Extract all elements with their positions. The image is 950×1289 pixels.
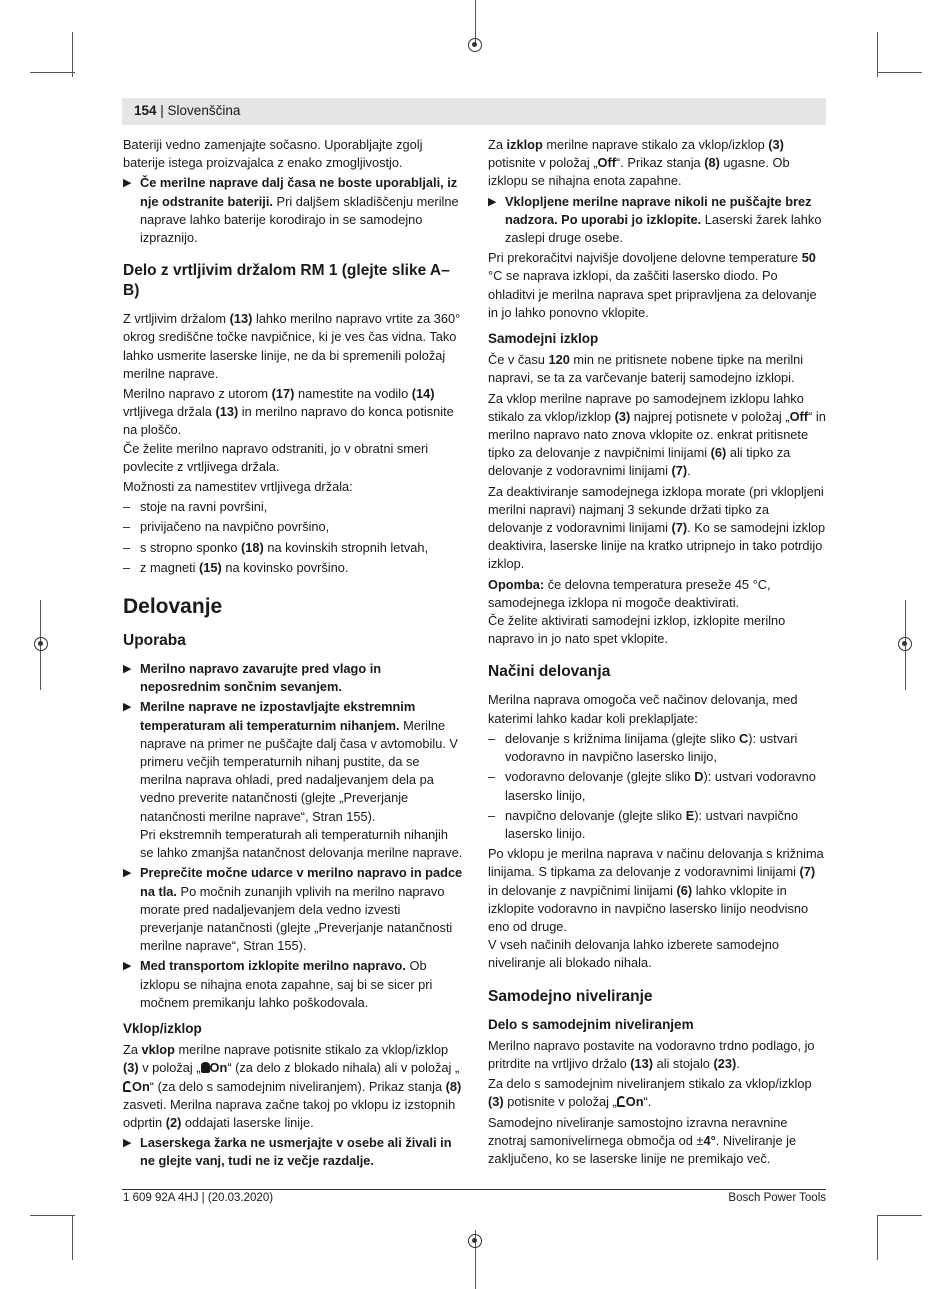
section-heading: Načini delovanja — [488, 663, 611, 681]
crop-mark — [877, 1215, 922, 1216]
warning-item: ▶ Preprečite močne udarce v merilno napravo in padce na tla. Po močnih zunanjih vplivih na merilno napravo morate pred nadaljevanjem dela vedno izvesti preverjanje natančnosti (glejte „Preverjanje natančnosti merilne naprave“, Stran 155). — [123, 865, 463, 954]
warning-item — [123, 174, 463, 247]
list-item: – vodoravno delovanje (glejte sliko D): ustvari vodoravno lasersko linijo, — [488, 769, 816, 803]
list-item: – navpično delovanje (glejte sliko E): ustvari navpično lasersko linijo. — [488, 807, 799, 841]
triangle-right-icon: ▶ — [123, 177, 132, 190]
pendulum-unlock-icon — [123, 1081, 132, 1092]
right-column — [488, 136, 826, 1170]
paragraph: Če v času 120 min ne pritisnete nobene tipke na merilni napravi, se ta za varčevanje baterij samodejno izklopi. — [488, 352, 804, 386]
paragraph: Za izklop merilne naprave stikalo za vklop/izklop (3) potisnite v položaj „Off“. Prikaz stanja (8) ugasne. Ob izklopu se nihajna enota zapahne. — [488, 137, 790, 189]
warning-item: ▶ Merilne naprave ne izpostavljajte ekstremnim temperaturam ali temperaturnim nihanjem. Merilne naprave na primer ne puščajte dalj časa v avtomobilu. V primeru večjih temperaturnih nihanj pustite, da se merilna naprava ohladi, pred nadaljevanjem dela pa vedno preverite natančnosti (glejte „Preverjanje natančnosti merilne naprave“, Stran 155). Pri ekstremnih temperaturah ali temperaturnih nihanjih se lahko zmanjša natančnost delovanja merilne naprave. — [123, 699, 463, 861]
subsection-heading: Vklop/izklop — [123, 1020, 202, 1036]
section-heading: Samodejno niveliranje — [488, 987, 653, 1005]
paragraph: Merilna naprava omogoča več načinov delovanja, med katerimi lahko kadar koli preklapljate: — [488, 692, 798, 726]
paragraph: Za vklop merilne naprave po samodejnem izklopu lahko stikalo za vklop/izklop (3) najprej potisnete v položaj „Off“ in merilno napravo nato znova vklopite oz. enkrat pritisnete tipko za delovanje z navpičnimi linijami (6) ali tipko za delovanje z vodoravnimi linijami (7). — [488, 390, 826, 479]
paragraph: Merilno napravo z utorom (17) namestite na vodilo (14) vrtljivega držala (13) in merilno napravo do konca potisnite na ploščo. Če želite merilno napravo odstraniti, jo v obratni smeri povlecite z vrtljivega držala. — [123, 386, 454, 474]
paragraph: Merilno napravo postavite na vodoravno trdno podlago, jo pritrdite na vrtljivo držalo (13) ali stojalo (23). — [488, 1037, 815, 1071]
page-number: 154 — [134, 103, 157, 118]
pendulum-lock-icon — [201, 1062, 210, 1073]
paragraph: Bateriji vedno zamenjajte sočasno. Uporabljajte zgolj baterije istega proizvajalca z enako zmogljivostjo. — [123, 137, 423, 171]
paragraph: Za vklop merilne naprave potisnite stikalo za vklop/izklop (3) v položaj „ On“ (za delo z blokado nihala) ali v položaj „On“ (za delo s samodejnim niveliranjem). Prikaz stanja (8) zasveti. Merilna naprava začne takoj po vklopu iz izstopnih odprtin (2) oddajati laserske linije. — [123, 1042, 462, 1130]
crop-mark — [877, 1215, 878, 1260]
triangle-right-icon: ▶ — [123, 701, 132, 714]
footer-rule — [122, 1189, 826, 1190]
triangle-right-icon: ▶ — [123, 867, 132, 880]
crop-mark — [30, 1215, 75, 1216]
chapter-heading: Delovanje — [123, 595, 223, 619]
crop-mark — [72, 1215, 73, 1260]
registration-mark-icon — [468, 1234, 482, 1248]
subsection-heading: Delo s samodejnim niveliranjem — [488, 1016, 694, 1032]
registration-mark-icon — [898, 637, 912, 651]
triangle-right-icon: ▶ — [123, 1137, 132, 1150]
section-heading: Delo z vrtljivim držalom RM 1 (glejte slike A–B) — [123, 262, 450, 300]
warning-item: ▶ Med transportom izklopite merilno napravo. Ob izklopu se nihajna enota zapahne, saj bi se sicer pri močnem premikanju lahko poškodovala. — [123, 958, 433, 1010]
crop-mark — [877, 72, 922, 73]
footer-doc-number: 1 609 92A 4HJ | (20.03.2020) — [123, 1192, 274, 1204]
registration-mark-icon — [34, 637, 48, 651]
paragraph: Za deaktiviranje samodejnega izklopa morate (pri vklopljeni merilni napravi) najmanj 3 sekunde držati tipko za delovanje z vodoravnimi linijami (7). Ko se samodejni izklop deaktivira, laserske linije na kratko utripnejo in tako potrdijo izklop. — [488, 483, 826, 572]
crop-mark — [877, 32, 878, 77]
registration-mark-icon — [468, 38, 482, 52]
paragraph: Z vrtljivim držalom (13) lahko merilno napravo vrtite za 360° okrog središčne točke navpičnice, ki je ves čas vidna. Tako lahko usmerite laserske linije, ne da bi spremenili položaj merilne naprave. — [123, 311, 461, 381]
list-item: – s stropno sponko (18) na kovinskih stropnih letvah, — [123, 539, 429, 555]
list-item: – delovanje s križnima linijama (glejte sliko C): ustvari vodoravno in navpično lasersko linijo, — [488, 730, 798, 765]
warning-item: ▶ Laserskega žarka ne usmerjajte v osebe ali živali in ne glejte vanj, tudi ne iz večje razdalje. — [123, 1135, 452, 1169]
paragraph: Za delo s samodejnim niveliranjem stikalo za vklop/izklop (3) potisnite v položaj „ On“. — [488, 1076, 812, 1110]
paragraph: Pri prekoračitvi najvišje dovoljene delovne temperature 50 °C se naprava izklopi, da zaščiti lasersko diodo. Po ohladitvi je merilna naprava spet pripravljena za delovanje in jo lahko ponovno vklopite. — [488, 250, 817, 320]
triangle-right-icon: ▶ — [123, 663, 132, 676]
section-heading: Uporaba — [123, 632, 186, 650]
warning-item: ▶ Merilno napravo zavarujte pred vlago in neposrednim sončnim sevanjem. — [123, 661, 382, 695]
footer-brand: Bosch Power Tools — [728, 1192, 826, 1204]
paragraph: Samodejno niveliranje samostojno izravna neravnine znotraj samonivelirnega območja od ±4°. Niveliranje je zaključeno, ko se laserske linije ne premikajo več. — [488, 1114, 797, 1166]
paragraph: Po vklopu je merilna naprava v načinu delovanja s križnima linijama. S tipkama za delovanje z vodoravnimi linijami (7) in delovanje z navpičnimi linijami (6) lahko vklopite in izklopite vodoravno in navpično lasersko linijo neodvisno eno od druge. V vseh načinih delovanja lahko izberete samodejno niveliranje ali blokado nihala. — [488, 846, 824, 971]
list-item: – privijačeno na navpično površino, — [123, 519, 330, 535]
paragraph: Možnosti za namestitev vrtljivega držala: — [123, 479, 353, 495]
warning-text: Pri daljšem skladiščenju merilne naprave lahko baterije korodirajo in se samodejno izpraznijo. — [140, 193, 459, 246]
page-header: 154 | Slovenščina — [134, 103, 241, 118]
triangle-right-icon: ▶ — [488, 195, 497, 208]
crop-mark — [30, 72, 75, 73]
header-language: Slovenščina — [167, 103, 241, 118]
left-column — [123, 136, 463, 1173]
pendulum-unlock-icon — [617, 1096, 626, 1107]
list-item: – z magneti (15) na kovinsko površino. — [123, 559, 349, 575]
list-item: – stoje na ravni površini, — [123, 499, 268, 515]
triangle-right-icon: ▶ — [123, 960, 132, 973]
warning-item: ▶ Vklopljene merilne naprave nikoli ne puščajte brez nadzora. Po uporabi jo izklopite. Laserski žarek lahko zaslepi druge osebe. — [488, 193, 822, 246]
warning-bold: Če merilne naprave dalj časa ne boste uporabljali, iz nje odstranite bateriji. — [140, 175, 458, 209]
crop-mark — [72, 32, 73, 77]
subsection-heading: Samodejni izklop — [488, 331, 599, 347]
note: Opomba: če delovna temperatura preseže 45 °C, samodejnega izklopa ni mogoče deaktivirati. Če želite aktivirati samodejni izklop, izklopite merilno napravo in jo nato spet vklopite. — [488, 576, 786, 647]
